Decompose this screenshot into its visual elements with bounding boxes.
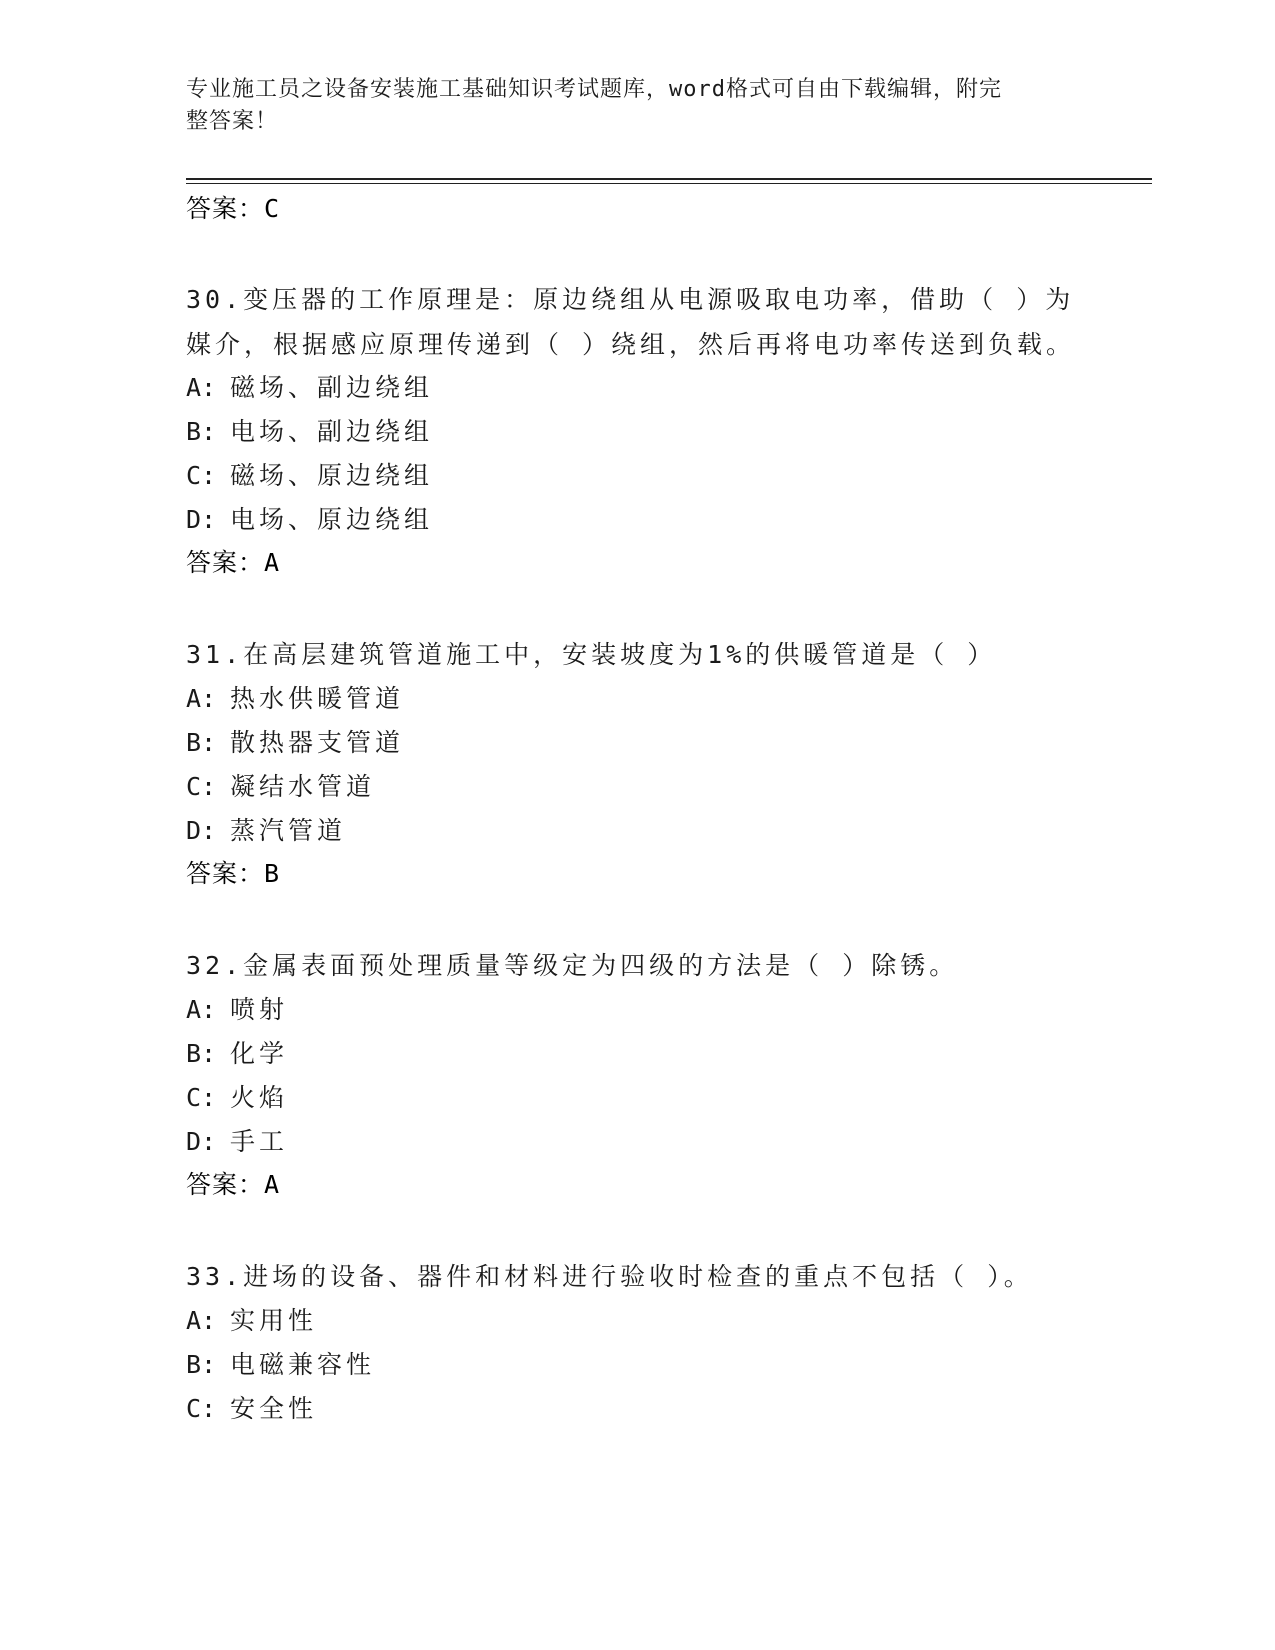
option-text: 热水供暖管道 [230, 684, 405, 713]
option-text: 电场、原边绕组 [230, 505, 434, 534]
option-text: 蒸汽管道 [230, 816, 347, 845]
option-key: A: [186, 684, 217, 713]
question-33-text: 33.进场的设备、器件和材料进行验收时检查的重点不包括（ ）。 [186, 1262, 1033, 1291]
header-line-2: 整答案！ [186, 109, 279, 134]
option-key: A: [186, 995, 217, 1024]
option-key: D: [186, 1127, 217, 1156]
question-32-option-a [186, 994, 288, 1026]
answer-label: 答案： [186, 1170, 265, 1199]
question-31-option-c [186, 771, 375, 803]
option-key: B: [186, 1039, 217, 1068]
question-33-option-c [186, 1393, 317, 1425]
option-text: 磁场、副边绕组 [230, 373, 434, 402]
question-32-option-b [186, 1038, 288, 1070]
option-key: A: [186, 1306, 217, 1335]
option-key: D: [186, 816, 217, 845]
question-30-option-d [186, 504, 433, 536]
question-31-option-d [186, 815, 346, 847]
question-30-option-b [186, 416, 433, 448]
option-text: 电磁兼容性 [230, 1350, 376, 1379]
option-text: 磁场、原边绕组 [230, 461, 434, 490]
answer-prev [186, 193, 280, 225]
answer-label: 答案： [186, 859, 265, 888]
answer-label: 答案： [186, 548, 265, 577]
question-31-answer [186, 858, 280, 890]
option-text: 散热器支管道 [230, 728, 405, 757]
option-key: C: [186, 1394, 217, 1423]
option-text: 火焰 [230, 1083, 289, 1112]
question-32-answer [186, 1169, 280, 1201]
option-key: C: [186, 461, 217, 490]
document-header [186, 74, 1066, 138]
question-30-answer [186, 547, 280, 579]
question-30-text: 30.变压器的工作原理是：原边绕组从电源吸取电功率，借助（ ）为媒介，根据感应原理传递到（ ）绕组，然后再将电功率传送到负载。 [186, 285, 1076, 359]
question-32-text: 32.金属表面预处理质量等级定为四级的方法是（ ）除锈。 [186, 951, 959, 980]
option-key: A: [186, 373, 217, 402]
option-key: B: [186, 1350, 217, 1379]
option-key: B: [186, 417, 217, 446]
option-text: 凝结水管道 [230, 772, 376, 801]
question-30-option-a [186, 372, 433, 404]
option-text: 实用性 [230, 1306, 318, 1335]
answer-value: C [264, 194, 281, 223]
question-33-option-a [186, 1305, 317, 1337]
answer-value: A [264, 548, 281, 577]
option-text: 安全性 [230, 1394, 318, 1423]
option-key: C: [186, 1083, 217, 1112]
option-text: 手工 [230, 1127, 289, 1156]
option-key: C: [186, 772, 217, 801]
option-text: 喷射 [230, 995, 289, 1024]
question-32-option-c [186, 1082, 288, 1114]
answer-value: B [264, 859, 281, 888]
header-divider-thick [186, 178, 1152, 180]
answer-label: 答案： [186, 194, 265, 223]
header-line-1: 专业施工员之设备安装施工基础知识考试题库，word格式可自由下载编辑，附完 [186, 77, 1002, 102]
option-key: B: [186, 728, 217, 757]
question-31-option-b [186, 727, 404, 759]
option-text: 电场、副边绕组 [230, 417, 434, 446]
option-text: 化学 [230, 1039, 289, 1068]
header-divider-thin [186, 183, 1152, 184]
answer-value: A [264, 1170, 281, 1199]
question-31-option-a [186, 683, 404, 715]
question-32-option-d [186, 1126, 288, 1158]
question-30-option-c [186, 460, 433, 492]
question-31-text: 31.在高层建筑管道施工中，安装坡度为1%的供暖管道是（ ） [186, 640, 997, 669]
question-33-option-b [186, 1349, 375, 1381]
option-key: D: [186, 505, 217, 534]
